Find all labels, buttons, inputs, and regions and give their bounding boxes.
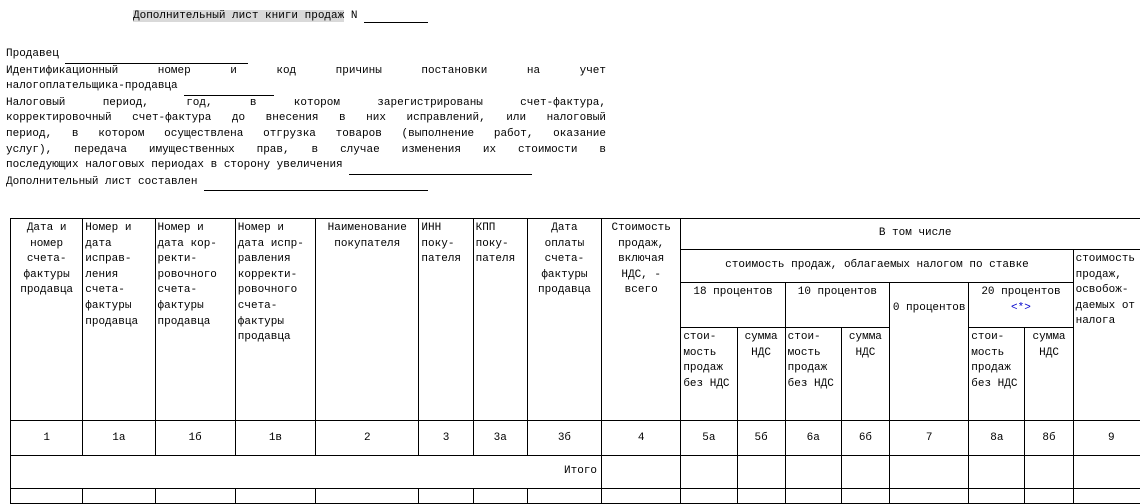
column-number: 7 bbox=[890, 421, 969, 456]
number-blank bbox=[364, 10, 428, 23]
seller-blank bbox=[65, 47, 248, 64]
blank-cell bbox=[681, 489, 737, 504]
total-label: Итого bbox=[11, 456, 602, 489]
rate-0-header: 0 процентов bbox=[890, 283, 969, 421]
number-sign: N bbox=[351, 10, 358, 22]
inn-word: номер bbox=[158, 65, 191, 77]
rate-20-note-link[interactable]: <*> bbox=[1011, 302, 1031, 314]
col-kpp: КПП поку-пателя bbox=[473, 219, 527, 421]
sub-cost-10: стои-мость продаж без НДС bbox=[785, 328, 841, 421]
page-title bbox=[133, 10, 428, 23]
blank-cell bbox=[235, 489, 315, 504]
period-line-2: корректировочный счет-фактура до внесения в них исправлений, или налоговый bbox=[6, 111, 606, 127]
column-number: 5а bbox=[681, 421, 737, 456]
column-number: 3б bbox=[527, 421, 601, 456]
period-line-1: Налоговый период, год, в котором зарегистрированы счет-фактура, bbox=[6, 96, 606, 112]
column-number: 8б bbox=[1025, 421, 1073, 456]
col-adj-correction: Номер и дата испр-равления корректи-ровочного счета-фактуры продавца bbox=[235, 219, 315, 421]
column-number: 3 bbox=[419, 421, 473, 456]
blank-cell bbox=[473, 489, 527, 504]
rate-18-header: 18 процентов bbox=[681, 283, 785, 328]
col-buyer: Наименование покупателя bbox=[316, 219, 419, 421]
seller-block bbox=[6, 47, 606, 191]
col-total: Стоимость продаж, включая НДС, - всего bbox=[602, 219, 681, 421]
period-line-3: период, в котором осуществлена отгрузка товаров (выполнение работ, оказание bbox=[6, 127, 606, 143]
column-number: 6а bbox=[785, 421, 841, 456]
blank-cell bbox=[890, 489, 969, 504]
column-number: 1 bbox=[11, 421, 83, 456]
blank-cell bbox=[419, 489, 473, 504]
sub-vat-18: сумма НДС bbox=[737, 328, 785, 421]
total-cell bbox=[785, 456, 841, 489]
blank-cell bbox=[155, 489, 235, 504]
column-number: 5б bbox=[737, 421, 785, 456]
blank-cell bbox=[1025, 489, 1073, 504]
inn-line-1 bbox=[6, 64, 606, 80]
period-line-5: последующих налоговых периодах в сторону увеличения bbox=[6, 159, 343, 171]
column-number: 8а bbox=[969, 421, 1025, 456]
col-date-number: Дата и номер счета-фактуры продавца bbox=[11, 219, 83, 421]
period-blank bbox=[349, 158, 532, 175]
inn-line-2: налогоплательщика-продавца bbox=[6, 80, 178, 92]
inn-word: причины bbox=[336, 65, 382, 77]
rate-10-header: 10 процентов bbox=[785, 283, 889, 328]
title-text: Дополнительный лист книги продаж bbox=[133, 10, 344, 22]
col-adjustment: Номер и дата кор-ректи-ровочного счета-фактуры продавца bbox=[155, 219, 235, 421]
rate-20-header bbox=[969, 283, 1073, 328]
blank-cell bbox=[602, 489, 681, 504]
col-correction: Номер и дата исправ-ления счета-фактуры продавца bbox=[83, 219, 155, 421]
blank-cell bbox=[11, 489, 83, 504]
sub-cost-18: стои-мость продаж без НДС bbox=[681, 328, 737, 421]
total-cell bbox=[737, 456, 785, 489]
column-number: 6б bbox=[841, 421, 889, 456]
blank-cell bbox=[785, 489, 841, 504]
sub-vat-20: сумма НДС bbox=[1025, 328, 1073, 421]
blank-cell bbox=[841, 489, 889, 504]
taxable-header: стоимость продаж, облагаемых налогом по ставке bbox=[681, 250, 1073, 283]
total-cell bbox=[681, 456, 737, 489]
inn-word: и bbox=[230, 65, 237, 77]
blank-cell bbox=[1073, 489, 1140, 504]
column-number-row bbox=[11, 421, 1140, 456]
blank-cell bbox=[969, 489, 1025, 504]
column-number: 2 bbox=[316, 421, 419, 456]
column-number: 1в bbox=[235, 421, 315, 456]
rate-20-label: 20 процентов bbox=[981, 286, 1060, 298]
compiled-label: Дополнительный лист составлен bbox=[6, 176, 197, 188]
inn-word: постановки bbox=[421, 65, 487, 77]
inn-word: Идентификационный bbox=[6, 65, 118, 77]
total-row bbox=[11, 456, 1140, 489]
compiled-blank bbox=[204, 175, 428, 192]
column-number: 3а bbox=[473, 421, 527, 456]
total-cell bbox=[969, 456, 1025, 489]
exempt-header: стоимость продаж, освобож-даемых от налога bbox=[1073, 250, 1140, 421]
sub-cost-20: стои-мость продаж без НДС bbox=[969, 328, 1025, 421]
header-row-1 bbox=[11, 219, 1140, 250]
sales-ledger-table bbox=[10, 218, 1140, 504]
column-number: 1б bbox=[155, 421, 235, 456]
seller-label: Продавец bbox=[6, 48, 59, 60]
total-cell bbox=[841, 456, 889, 489]
total-cell bbox=[602, 456, 681, 489]
blank-cell bbox=[316, 489, 419, 504]
col-payment: Дата оплаты счета-фактуры продавца bbox=[527, 219, 601, 421]
inn-word: учет bbox=[580, 65, 606, 77]
column-number: 9 bbox=[1073, 421, 1140, 456]
inn-word: код bbox=[276, 65, 296, 77]
blank-cell bbox=[527, 489, 601, 504]
total-cell bbox=[1073, 456, 1140, 489]
period-line-4: услуг), передача имущественных прав, в случае изменения их стоимости в bbox=[6, 143, 606, 159]
blank-cell bbox=[83, 489, 155, 504]
total-cell bbox=[890, 456, 969, 489]
inn-word: на bbox=[527, 65, 540, 77]
column-number: 1а bbox=[83, 421, 155, 456]
total-cell bbox=[1025, 456, 1073, 489]
including-header: В том числе bbox=[681, 219, 1140, 250]
blank-row bbox=[11, 489, 1140, 504]
col-inn: ИНН поку-пателя bbox=[419, 219, 473, 421]
sub-vat-10: сумма НДС bbox=[841, 328, 889, 421]
blank-cell bbox=[737, 489, 785, 504]
column-number: 4 bbox=[602, 421, 681, 456]
inn-blank bbox=[184, 79, 274, 96]
